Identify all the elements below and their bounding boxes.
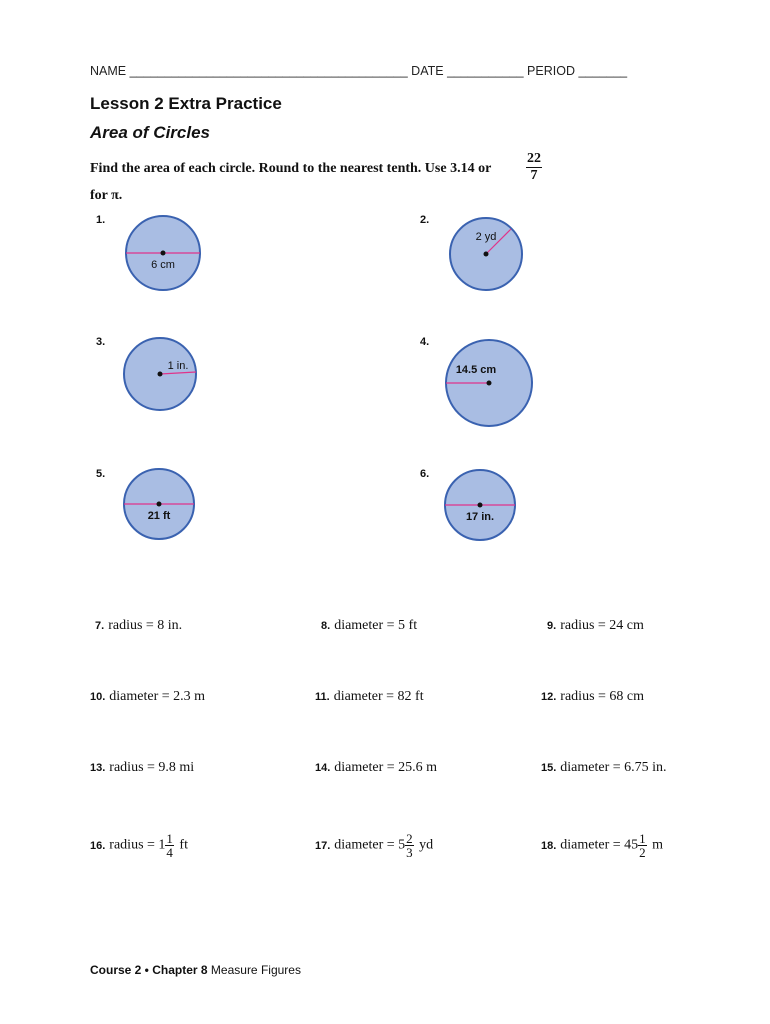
circle-figure-5 bbox=[122, 467, 196, 541]
period-blank: _______ bbox=[578, 64, 628, 78]
fraction-denominator: 3 bbox=[406, 845, 413, 860]
problem-text: diameter = 2.3 m bbox=[109, 689, 206, 704]
fraction-denominator: 4 bbox=[166, 845, 173, 860]
circle-4-center-dot bbox=[487, 381, 492, 386]
footer-topic: Measure Figures bbox=[210, 963, 301, 977]
problem-16 bbox=[90, 832, 188, 859]
figure-number-5: 5. bbox=[96, 468, 106, 480]
mixed-fraction bbox=[165, 832, 174, 859]
fraction-numerator: 1 bbox=[639, 831, 646, 846]
circle-5-center-dot bbox=[157, 502, 162, 507]
problem-8 bbox=[321, 618, 417, 634]
header-line bbox=[90, 64, 627, 78]
problem-11 bbox=[315, 689, 424, 705]
circle-1-center-dot bbox=[161, 251, 166, 256]
circle-figure-3 bbox=[122, 336, 198, 412]
problem-number: 16. bbox=[90, 839, 106, 852]
problem-18 bbox=[541, 832, 663, 859]
problem-text: radius = 24 cm bbox=[560, 618, 644, 633]
problem-9 bbox=[547, 618, 644, 634]
problem-number: 8. bbox=[321, 620, 331, 632]
circle-6-label: 17 in. bbox=[465, 511, 495, 523]
circle-figure-4 bbox=[444, 338, 534, 428]
lesson-subtitle: Area of Circles bbox=[90, 123, 210, 142]
fraction-numerator: 2 bbox=[406, 831, 413, 846]
problem-text: diameter = 82 ft bbox=[333, 689, 424, 704]
fraction-denominator: 2 bbox=[639, 845, 646, 860]
problem-number: 10. bbox=[90, 691, 106, 703]
problem-number: 9. bbox=[547, 620, 557, 632]
problem-number: 13. bbox=[90, 762, 106, 774]
problem-number: 12. bbox=[541, 691, 557, 703]
problem-17 bbox=[315, 832, 433, 859]
problem-text-suffix: ft bbox=[175, 837, 188, 853]
problem-number: 15. bbox=[541, 762, 557, 774]
problem-text-prefix: diameter = 5 bbox=[334, 837, 406, 853]
circle-3-center-dot bbox=[158, 372, 163, 377]
circle-figure-1 bbox=[124, 214, 202, 292]
date-blank: ___________ bbox=[447, 64, 524, 78]
problem-number: 18. bbox=[541, 839, 557, 852]
name-label: NAME bbox=[90, 64, 127, 78]
lesson-title: Lesson 2 Extra Practice bbox=[90, 94, 282, 113]
problem-text-suffix: m bbox=[648, 837, 664, 853]
figure-number-2: 2. bbox=[420, 214, 430, 226]
pi-fraction bbox=[526, 152, 542, 183]
problem-12 bbox=[541, 689, 644, 705]
date-label: DATE bbox=[411, 64, 444, 78]
figure-number-6: 6. bbox=[420, 468, 430, 480]
problem-15 bbox=[541, 760, 667, 776]
circle-6-center-dot bbox=[478, 503, 483, 508]
instructions-line2: for π. bbox=[90, 188, 123, 203]
problem-text: radius = 9.8 mi bbox=[109, 760, 195, 775]
figure-number-4: 4. bbox=[420, 336, 430, 348]
circle-3-label: 1 in. bbox=[167, 360, 189, 372]
circle-figure-6 bbox=[443, 468, 517, 542]
circle-2-label: 2 yd bbox=[475, 231, 497, 243]
figure-number-1: 1. bbox=[96, 214, 106, 226]
period-label: PERIOD bbox=[527, 64, 575, 78]
problem-text-suffix: yd bbox=[415, 837, 434, 853]
problem-text-prefix: diameter = 45 bbox=[560, 837, 639, 853]
circle-1-label: 6 cm bbox=[151, 259, 175, 271]
problem-text: diameter = 6.75 in. bbox=[560, 760, 667, 775]
problem-7 bbox=[95, 618, 182, 634]
problem-number: 11. bbox=[315, 691, 330, 703]
page-footer bbox=[90, 963, 301, 977]
instructions-text: Find the area of each circle. Round to the nearest tenth. Use 3.14 or bbox=[90, 161, 492, 176]
circle-2-center-dot bbox=[484, 252, 489, 257]
fraction-numerator: 1 bbox=[166, 831, 173, 846]
circle-4-label: 14.5 cm bbox=[455, 364, 497, 376]
figure-number-3: 3. bbox=[96, 336, 106, 348]
problem-number: 14. bbox=[315, 762, 331, 774]
mixed-fraction bbox=[638, 832, 647, 859]
problem-10 bbox=[90, 689, 205, 705]
pi-fraction-denominator: 7 bbox=[530, 168, 538, 183]
footer-course: Course 2 • Chapter 8 bbox=[90, 963, 208, 977]
problem-number: 7. bbox=[95, 620, 105, 632]
problem-text: diameter = 5 ft bbox=[334, 618, 418, 633]
problem-number: 17. bbox=[315, 839, 331, 852]
problem-text: diameter = 25.6 m bbox=[334, 760, 438, 775]
problem-text: radius = 8 in. bbox=[108, 618, 183, 633]
problem-13 bbox=[90, 760, 194, 776]
problem-text-prefix: radius = 1 bbox=[109, 837, 166, 853]
mixed-fraction bbox=[405, 832, 414, 859]
problem-14 bbox=[315, 760, 437, 776]
pi-fraction-numerator: 22 bbox=[527, 151, 541, 166]
name-blank: ________________________________________ bbox=[129, 64, 408, 78]
circle-figure-2 bbox=[448, 216, 524, 292]
problem-text: radius = 68 cm bbox=[560, 689, 645, 704]
circle-5-label: 21 ft bbox=[147, 510, 171, 522]
